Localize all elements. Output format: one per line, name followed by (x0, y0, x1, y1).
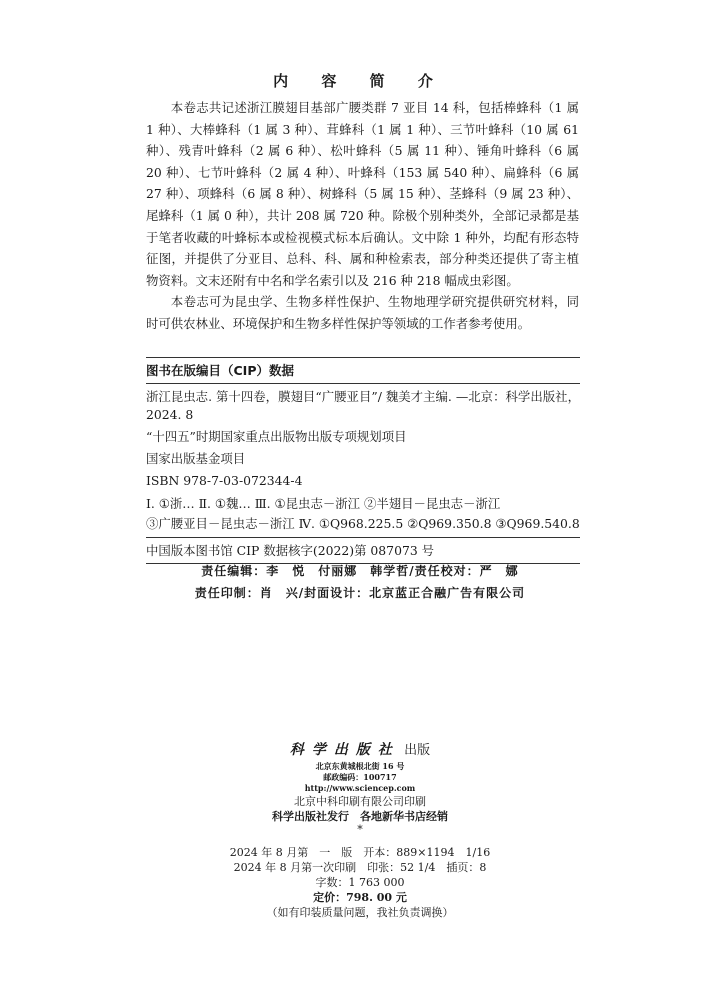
cip-fund: 国家出版基金项目 (146, 451, 246, 466)
word-count: 字数：1 763 000 (315, 876, 405, 889)
credits (0, 560, 720, 604)
abstract-body (146, 97, 579, 335)
publisher-block (0, 740, 720, 836)
cip-isbn: ISBN 978-7-03-072344-4 (146, 473, 303, 488)
separator-star: * (357, 823, 363, 836)
edition-block (0, 845, 720, 920)
publisher-action: 出版 (404, 743, 431, 758)
cip-classification (146, 494, 580, 534)
cip-class-line: ③广腰亚目－昆虫志－浙江 Ⅳ. ①Q968.225.5 ②Q969.350.8 ③Q969.540.8 (146, 516, 580, 531)
credits-production: 责任印制：肖 兴/封面设计：北京蓝正合融广告有限公司 (194, 586, 526, 600)
publisher-logo-text: 科学出版社 (289, 742, 400, 758)
publisher-url: http://www.sciencep.com (304, 783, 416, 793)
edition-line: 2024 年 8 月第 一 版 开本：889×1194 1/16 (229, 846, 491, 859)
distribution: 科学出版社发行 各地新华书店经销 (272, 810, 448, 823)
price: 定价：798. 00 元 (313, 891, 407, 904)
abstract-paragraph: 本卷志可为昆虫学、生物多样性保护、生物地理学研究提供研究材料，同时可供农林业、环境保护和生物多样性保护等领域的工作者参考使用。 (146, 294, 579, 331)
cip-entry: 浙江昆虫志. 第十四卷，膜翅目“广腰亚目”/ 魏美才主编. —北京：科学出版社，2024. 8 (146, 389, 580, 422)
cip-series: “十四五”时期国家重点出版物出版专项规划项目 (146, 429, 407, 444)
cip-data-number: 中国版本图书馆 CIP 数据核字(2022)第 087073 号 (146, 537, 580, 563)
quality-notice: （如有印装质量问题，我社负责调换） (266, 906, 454, 919)
abstract-paragraph: 本卷志共记述浙江膜翅目基部广腰类群 7 亚目 14 科，包括棒蜂科（1 属 1 种）、大棒蜂科（1 属 3 种）、茸蜂科（1 属 1 种）、三节叶蜂科（10 属 61 种）、残青叶蜂科（2 属 6 种）、松叶蜂科（5 属 11 种）、锤角叶蜂科（6 属 20 种）、七节叶蜂科（2 属 4 种）、叶蜂科（153 属 540 种）、扁蜂科（6 属 27 种）、项蜂科（6 属 8 种）、树蜂科（5 属 15 种）、茎蜂科（9 属 23 种）、尾蜂科（1 属 0 种），共计 208 属 720 种。除极个别种类外，全部记录都是基于笔者收藏的叶蜂标本或检视模式标本后确认。文中除 1 种外，均配有形态特征图，并提供了分亚目、总科、科、属和种检索表，部分种类还提供了寄主植物资料。文末还附有中名和学名索引以及 216 种 218 幅成虫彩图。 (146, 100, 579, 288)
publisher-name-line (0, 740, 720, 761)
printer: 北京中科印刷有限公司印刷 (294, 795, 426, 808)
publisher-postcode: 邮政编码：100717 (323, 772, 397, 782)
cip-block (146, 357, 580, 564)
printing-line: 2024 年 8 月第一次印刷 印张：52 1/4 插页：8 (233, 861, 487, 874)
credits-editors: 责任编辑：李 悦 付丽娜 韩学哲/责任校对：严 娜 (201, 564, 519, 578)
cip-class-line: Ⅰ. ①浙… Ⅱ. ①魏… Ⅲ. ①昆虫志－浙江 ②半翅目－昆虫志－浙江 (146, 496, 501, 511)
publisher-address: 北京东黄城根北街 16 号 (315, 761, 405, 771)
cip-title: 图书在版编目（CIP）数据 (146, 358, 580, 384)
abstract-title: 内 容 简 介 (273, 72, 447, 90)
